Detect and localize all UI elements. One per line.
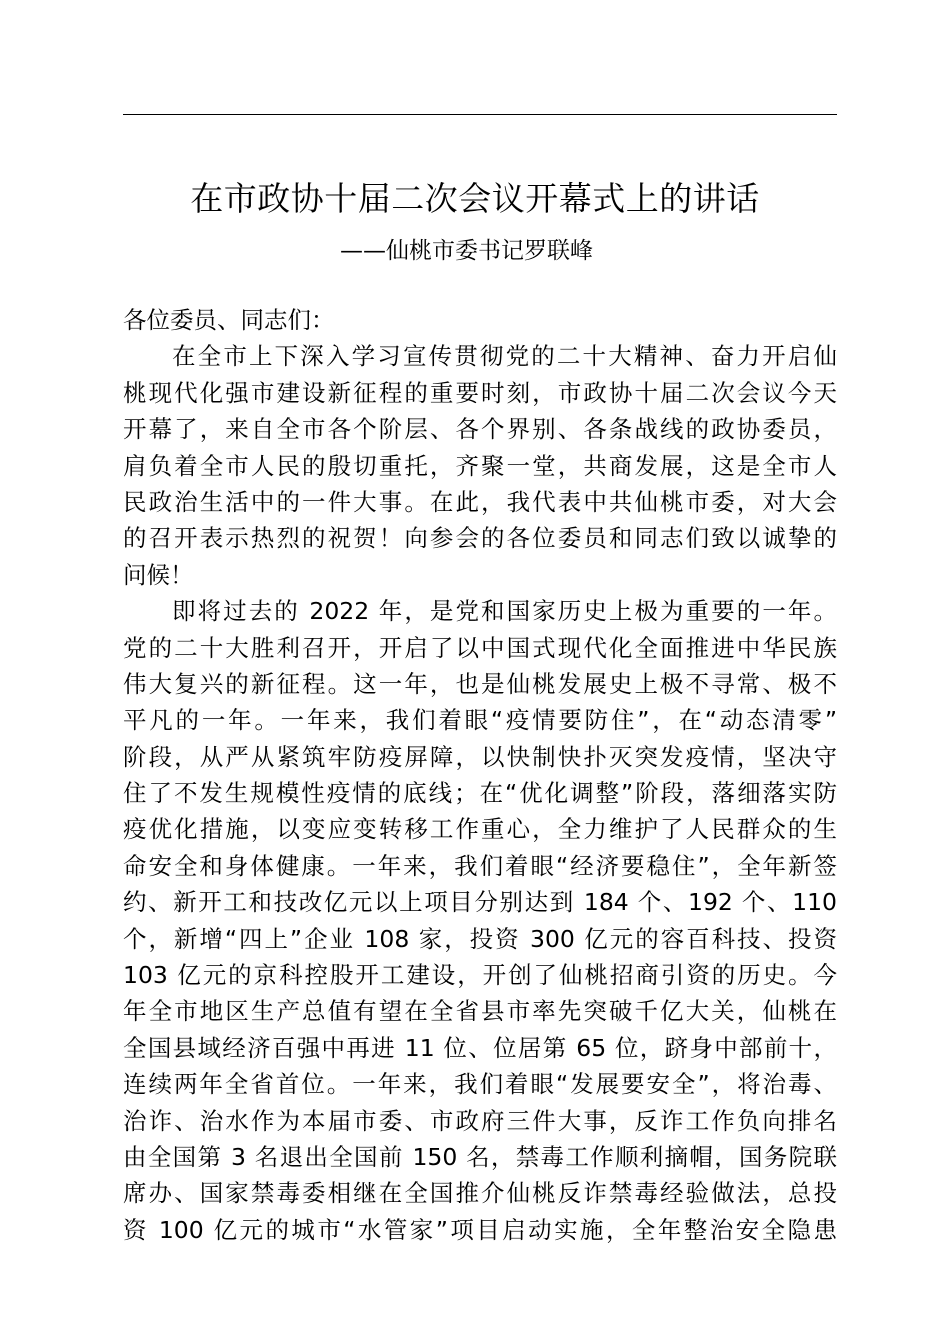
paragraph-line: 党的二十大胜利召开，开启了以中国式现代化全面推进中华民族	[123, 633, 837, 662]
paragraph-line: 平凡的一年。一年来，我们着眼“疫情要防住”，在“动态清零”	[123, 706, 837, 735]
paragraph-1	[123, 338, 837, 593]
paragraph-line: 住了不发生规模性疫情的底线；在“优化调整”阶段，落细落实防	[123, 779, 837, 808]
document-body	[123, 302, 837, 1248]
paragraph-line: 开幕了，来自全市各个阶层、各个界别、各条战线的政协委员，	[123, 415, 837, 444]
paragraph-line: 问候！	[123, 560, 194, 589]
paragraph-line: 伟大复兴的新征程。这一年，也是仙桃发展史上极不寻常、极不	[123, 669, 837, 698]
paragraph-line: 席办、国家禁毒委相继在全国推介仙桃反诈禁毒经验做法，总投	[123, 1179, 837, 1208]
paragraph-line: 民政治生活中的一件大事。在此，我代表中共仙桃市委，对大会	[123, 487, 837, 516]
paragraph-line: 的召开表示热烈的祝贺！向参会的各位委员和同志们致以诚挚的	[123, 524, 837, 553]
paragraph-line: 由全国第 3 名退出全国前 150 名，禁毒工作顺利摘帽，国务院联	[123, 1142, 837, 1171]
document-title: 在市政协十届二次会议开幕式上的讲话	[190, 179, 760, 218]
paragraph-line: 桃现代化强市建设新征程的重要时刻，市政协十届二次会议今天	[123, 378, 837, 407]
paragraph-line: 连续两年全省首位。一年来，我们着眼“发展要安全”，将治毒、	[123, 1070, 837, 1099]
paragraph-line: 103 亿元的京科控股开工建设，开创了仙桃招商引资的历史。今	[123, 961, 837, 990]
salutation: 各位委员、同志们：	[123, 306, 335, 334]
paragraph-line: 个，新增“四上”企业 108 家，投资 300 亿元的容百科技、投资	[123, 924, 837, 953]
paragraph-line: 阶段，从严从紧筑牢防疫屏障，以快制快扑灭突发疫情，坚决守	[123, 742, 837, 771]
paragraph-line: 即将过去的 2022 年，是党和国家历史上极为重要的一年。	[172, 597, 837, 626]
paragraph-line: 资 100 亿元的城市“水管家”项目启动实施，全年整治安全隐患	[123, 1215, 837, 1244]
header-rule	[123, 114, 837, 115]
paragraph-line: 全国县域经济百强中再进 11 位、位居第 65 位，跻身中部前十，	[123, 1033, 837, 1062]
paragraph-2	[123, 593, 837, 1248]
paragraph-line: 命安全和身体健康。一年来，我们着眼“经济要稳住”，全年新签	[123, 851, 837, 880]
paragraph-line: 肩负着全市人民的殷切重托，齐聚一堂，共商发展，这是全市人	[123, 451, 837, 480]
paragraph-line: 治诈、治水作为本届市委、市政府三件大事，反诈工作负向排名	[123, 1106, 837, 1135]
paragraph-line: 疫优化措施，以变应变转移工作重心，全力维护了人民群众的生	[123, 815, 837, 844]
paragraph-line: 在全市上下深入学习宣传贯彻党的二十大精神、奋力开启仙	[172, 342, 837, 371]
document-subtitle: ——仙桃市委书记罗联峰	[340, 238, 593, 264]
paragraph-line: 约、新开工和技改亿元以上项目分别达到 184 个、192 个、110	[123, 888, 837, 917]
paragraph-line: 年全市地区生产总值有望在全省县市率先突破千亿大关，仙桃在	[123, 997, 837, 1026]
